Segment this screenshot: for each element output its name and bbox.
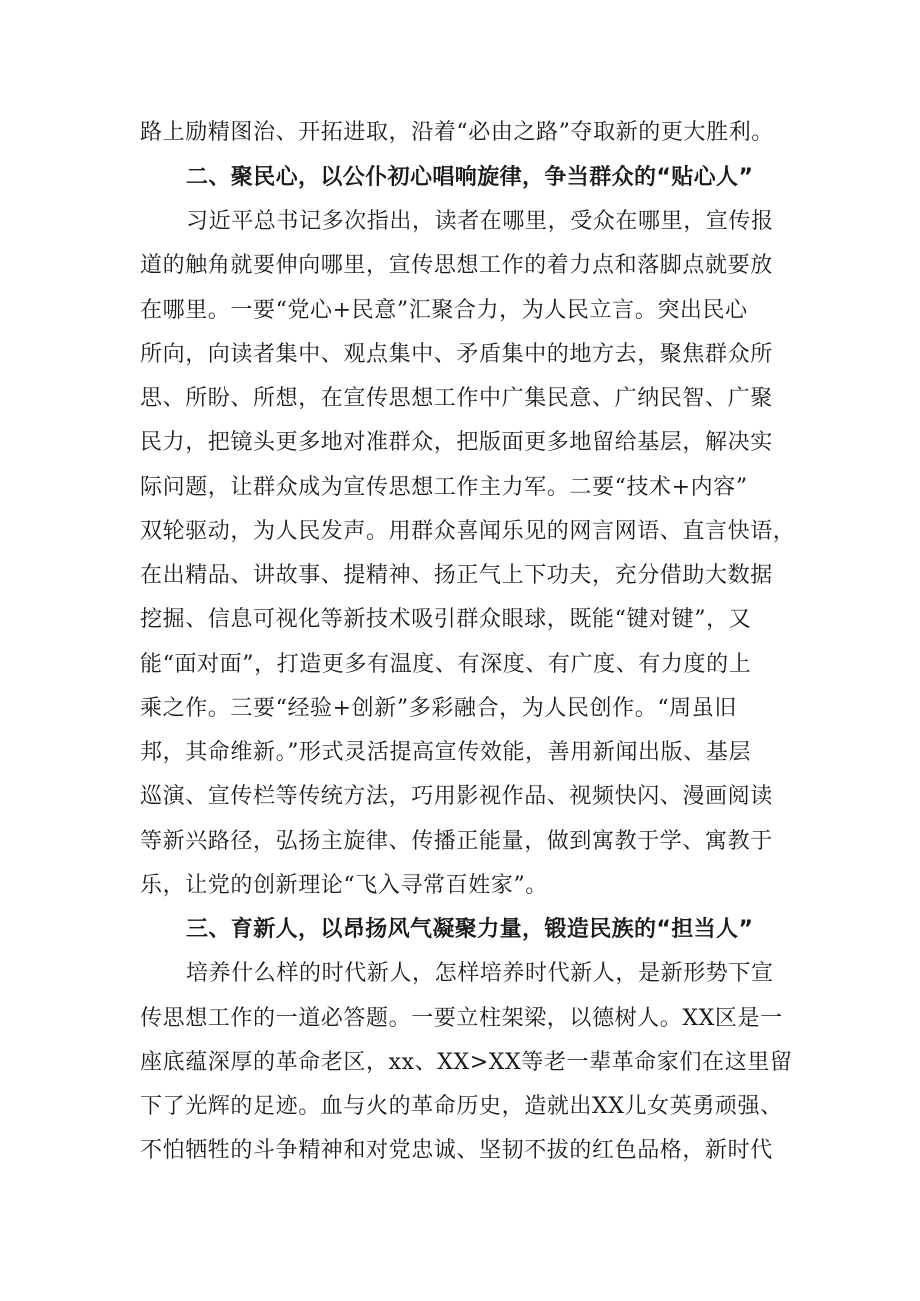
body-text-line: 等新兴路径，弘扬主旋律、传播正能量，做到寓教于学、寓教于 xyxy=(140,829,773,854)
body-text-line: 在出精品、讲故事、提精神、扬正气上下功夫，充分借助大数据 xyxy=(140,563,773,588)
body-text-line: 挖掘、信息可视化等新技术吸引群众眼球，既能“键对键”，又 xyxy=(140,607,752,632)
body-text-line: 巡演、宣传栏等传统方法，巧用影视作品、视频快闪、漫画阅读 xyxy=(140,784,773,809)
body-text-line: 乘之作。三要“经验+创新”多彩融合，为人民创作。“周虽旧 xyxy=(140,696,737,721)
section-heading-2: 二、聚民心，以公仆初心唱响旋律，争当群众的“贴心人” xyxy=(186,165,754,190)
body-text-line: 在哪里。一要“党心+民意”汇聚合力，为人民立言。突出民心 xyxy=(140,298,748,323)
body-text-line: 道的触角就要伸向哪里，宣传思想工作的着力点和落脚点就要放 xyxy=(140,253,773,278)
body-text-line: 下了光辉的足迹。血与火的革命历史，造就出XX儿女英勇顽强、 xyxy=(140,1094,783,1119)
body-text-line: 能“面对面”，打造更多有温度、有深度、有广度、有力度的上 xyxy=(140,652,752,677)
body-text-line: 际问题，让群众成为宣传思想工作主力军。二要“技术+内容” xyxy=(140,475,748,500)
body-text-line: 所向，向读者集中、观点集中、矛盾集中的地方去，聚焦群众所 xyxy=(140,342,773,367)
body-text-line: 座底蕴深厚的革命老区，xx、XX>XX等老一辈革命家们在这里留 xyxy=(140,1050,793,1075)
body-text-line: 思、所盼、所想，在宣传思想工作中广集民意、广纳民智、广聚 xyxy=(140,386,773,411)
section-heading-3: 三、育新人，以昂扬风气凝聚力量，锻造民族的“担当人” xyxy=(186,917,754,942)
body-text-line: 邦，其命维新。”形式灵活提高宣传效能，善用新闻出版、基层 xyxy=(140,740,752,765)
body-text-line: 不怕牺牲的斗争精神和对党忠诚、坚韧不拔的红色品格，新时代 xyxy=(140,1138,773,1163)
body-text-line: 双轮驱动，为人民发声。用群众喜闻乐见的网言网语、直言快语， xyxy=(140,519,796,544)
body-text-line: 乐，让党的创新理论“飞入寻常百姓家”。 xyxy=(140,873,548,898)
body-text-line: 民力，把镜头更多地对准群众，把版面更多地留给基层，解决实 xyxy=(140,430,773,455)
paragraph-first-line: 习近平总书记多次指出，读者在哪里，受众在哪里，宣传报 xyxy=(186,209,774,234)
paragraph-first-line: 培养什么样的时代新人，怎样培养时代新人，是新形势下宣 xyxy=(186,961,774,986)
body-text-line: 路上励精图治、开拓进取，沿着“必由之路”夺取新的更大胜利。 xyxy=(140,120,774,145)
body-text-line: 传思想工作的一道必答题。一要立柱架梁，以德树人。XX区是一 xyxy=(140,1006,783,1031)
